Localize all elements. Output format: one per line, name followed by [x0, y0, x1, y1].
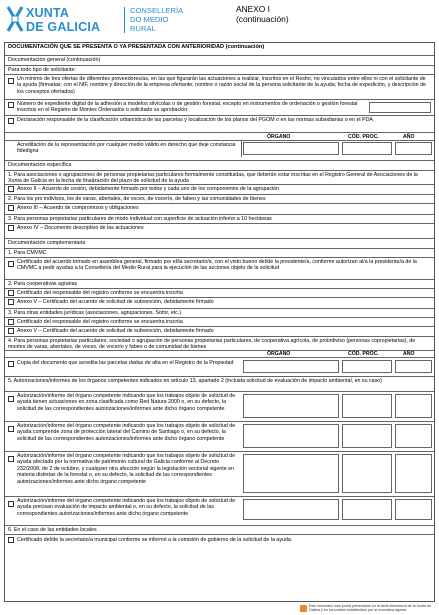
- annex-title: ANEXO I: [236, 4, 270, 14]
- checkbox-c6a[interactable]: [8, 537, 14, 543]
- s1-text: 1. Para asociaciones o agrupaciones de personas propietarias particulares formalmente constituidas, que deberán estar inscritas en el Registro General de Asociaciones de la Xunta de Galicia en la fecha de finalización del plazo de solicitud de la ayuda: [8, 172, 418, 185]
- xunta-logo-icon: [6, 5, 24, 33]
- col-ano: AÑO: [403, 134, 415, 140]
- c4-text: 4. Para personas propietarias particulares, sociedad o agrupación de personas propietarias particulares, de cooperativa agrícola, de proindiviso (personas copropietarias), de montes de varas, abertales, de voces, de vocerío y fabeo o de comunidad de bienes: [8, 338, 416, 351]
- checkbox-c5b[interactable]: [8, 426, 14, 432]
- doc-row-c5c: [5, 451, 434, 495]
- c3-text: 3. Para otras entidades jurídicas (asociaciones, agrupaciones, Sofor, etc.): [8, 310, 182, 316]
- g4-text: Acreditación de la representación por cualquier medio válido en derecho que deje constancia fidedigna: [17, 142, 236, 155]
- g4-cod-field[interactable]: [342, 142, 392, 155]
- col-cod-proc: CÓD. PROC.: [348, 134, 379, 140]
- c5d-text: Autorización/informe del órgano competente indicando que los trabajos objeto de solicitud de ayuda precisan evaluación de impacto ambiental o, en su defecto, la solicitud de las correspondientes autorizaciones/informes ante dicho órgano competente: [17, 498, 236, 517]
- c5c-cod-field[interactable]: [342, 454, 392, 493]
- checkbox-c2a[interactable]: [8, 290, 14, 296]
- c4-col-organo: ÓRGANO: [267, 351, 291, 357]
- doc-row-s3a: [5, 223, 434, 232]
- brand-line-2: DE GALICIA: [26, 20, 101, 34]
- g1-text: Un mínimo de tres ofertas de diferentes proveedores/as, en las que figurarán las actuaciones a realizar, inscritos en el Resfor, no vinculados entre ellos ni con el solicitante de la ayuda (firmadas; con el NIF, nombre y dirección de la empresa ofertante; nombre o razón social de la persona solicitante de la ayuda; fecha de expedición, y descripción de los conceptos ofertados): [17, 76, 426, 95]
- c5d-cod-field[interactable]: [342, 499, 392, 520]
- doc-row-c6: [5, 525, 434, 534]
- checkbox-c5d[interactable]: [8, 501, 14, 507]
- g3-text: Declaración responsable de la clasificación urbanística de las parcelas y localización de los planos del PGOM o en las normas subsidiarias o en el PDA: [17, 117, 373, 123]
- checkbox-s1a[interactable]: [8, 186, 14, 192]
- complementary-section-title: Documentación complementaria: [5, 238, 434, 246]
- c2b-text: Anexo V – Certificado del acuerdo de solicitud de subvención, debidamente firmado: [17, 299, 214, 305]
- doc-row-g2: [5, 99, 434, 114]
- doc-row-c3b: [5, 326, 434, 335]
- checkbox-c3b[interactable]: [8, 328, 14, 334]
- brand-line-1: XUNTA: [26, 6, 70, 20]
- all-types-title: Para todo tipo de solicitante:: [5, 65, 434, 73]
- sede-electronica-icon: [300, 605, 307, 612]
- c6-text: 6. En el caso de las entidades locales: [8, 527, 97, 533]
- footer-text: Este formulario sólo podrá presentarse en la sede electrónica de la Xunta de Galicia y en los medios establecidos por la normativa vigente.: [309, 604, 432, 613]
- c5b-cod-field[interactable]: [342, 424, 392, 448]
- dept-line-1: CONSELLERÍA: [130, 6, 184, 15]
- c5a-text: Autorización/informe del órgano competente indicando que los trabajos objeto de solicitud de ayuda tienen actuaciones en zona clasificada como Red Natura 2000 o, en su defecto, la solicitud de las correspondientes autorizaciones/informes ante dicho órgano competente.: [17, 393, 236, 412]
- general-section-title: Documentación general (continuación): [5, 55, 434, 63]
- c2a-text: Certificado del responsable del registro conforme se encuentra inscrita: [17, 290, 183, 296]
- doc-row-g1: [5, 74, 434, 98]
- document-header: [4, 2, 435, 42]
- checkbox-g3[interactable]: [8, 118, 14, 124]
- c3a-text: Certificado del responsable del registro conforme se encuentra inscrita: [17, 319, 183, 325]
- checkbox-c1a[interactable]: [8, 261, 14, 267]
- c2-text: 2. Para cooperativas agrarias: [8, 281, 78, 287]
- annex-heading: [236, 4, 356, 28]
- c4-col-cod-proc: CÓD. PROC.: [348, 351, 379, 357]
- doc-row-g3: [5, 115, 434, 130]
- c5b-organo-field[interactable]: [243, 424, 339, 448]
- c1a-text: Certificado del acuerdo tomado en asamblea general, firmado por el/la secretario/a, con el visto bueno del/de la presidente/a, conforme autorizan al/a la presidente/a de la CMVMC a pedir ayudas a la Consellería del Medio Rural para la ejecución de las acciones objeto de la solicitud: [17, 259, 417, 272]
- c4-columns-row: [5, 350, 434, 357]
- s3a-text: Anexo IV – Documento descriptivo de las actuaciones: [17, 225, 144, 231]
- doc-row-c4a: [5, 357, 434, 374]
- form-title: DOCUMENTACIÓN QUE SE PRESENTA O YA PRESENTADA CON ANTERIORIDAD (continuación): [8, 44, 265, 50]
- s3-text: 3. Para personas propietarias particulares de modo individual con superficie de actuación inferior a 10 hectáreas: [8, 216, 272, 222]
- c5a-cod-field[interactable]: [342, 394, 392, 418]
- columns-header-row: [5, 132, 434, 140]
- doc-row-c5a: [5, 391, 434, 420]
- checkbox-c5c[interactable]: [8, 456, 14, 462]
- dept-line-3: RURAL: [130, 24, 156, 33]
- c4a-cod-field[interactable]: [342, 360, 392, 373]
- checkbox-g1[interactable]: [8, 78, 14, 84]
- dept-line-2: DO MEDIO: [130, 15, 169, 24]
- logo-divider: [124, 7, 125, 33]
- s2-text: 2. Para los pro indivisos, los de varas, abertales, de voces, de vocerío, de fabeo y las comunidades de bienes: [8, 196, 266, 202]
- doc-row-s1: [5, 170, 434, 184]
- doc-row-c4: [5, 336, 434, 350]
- checkbox-c2b[interactable]: [8, 299, 14, 305]
- s2a-text: Anexo III – Acuerdo de compromisos y obligaciones: [17, 205, 139, 211]
- g4-organo-field[interactable]: [243, 142, 339, 155]
- doc-row-c2a: [5, 288, 434, 297]
- c5a-ano-field[interactable]: [395, 394, 432, 418]
- c5b-text: Autorización/informe del órgano competente indicando que los trabajos objeto de solicitud de ayuda comprende zona de protección lateral del Camino de Santiago o, en su defecto, la solicitud de las correspondientes autorizaciones/informes ante dicho órgano competente: [17, 423, 236, 442]
- checkbox-s3a[interactable]: [8, 225, 14, 231]
- brand-logo-text: [26, 6, 122, 36]
- checkbox-c3a[interactable]: [8, 319, 14, 325]
- divider: [241, 141, 242, 157]
- checkbox-c4a[interactable]: [8, 361, 14, 367]
- doc-row-c2: [5, 279, 434, 288]
- doc-row-g4: [5, 140, 434, 156]
- doc-row-c5: [5, 376, 434, 390]
- c5c-organo-field[interactable]: [243, 454, 339, 493]
- c4a-text: Copia del documento que acredita las parcelas dadas de alta en el Registro de la Propiedad: [17, 360, 234, 366]
- doc-row-c3: [5, 308, 434, 317]
- annex-subtitle: (continuación): [236, 14, 289, 24]
- g2-text: Número de expediente digital de la adhesión a modelos silvícolas o de gestión forestal, excepto en instrumentos de ordenación o gestión forestal inscritos en el Registro de Montes Ordenados o solicitado su aprobación:: [17, 101, 358, 114]
- c5c-text: Autorización/informe del órgano competente indicando que los trabajos objeto de solicitud de ayuda afectada por la normativa de patrimonio cultural de Galicia conforme al Decreto 232/2008, de 2 de octubre, y cualquier otra afección según la legislación sectorial vigente en materia distintas de la forestal o, en su defecto, la solicitud de las correspondientes autorizaciones/informes ante dicho órgano competente: [17, 453, 236, 485]
- s1a-text: Anexo II – Acuerdo de cesión, debidamente firmado por todos y cada uno de los componentes de la agrupación: [17, 186, 280, 192]
- c1-text: 1. Para CMVMC: [8, 250, 47, 256]
- doc-row-c1a: [5, 257, 434, 278]
- c5b-ano-field[interactable]: [395, 424, 432, 448]
- c4-col-ano: AÑO: [403, 351, 415, 357]
- c5a-organo-field[interactable]: [243, 394, 339, 418]
- doc-row-c5d: [5, 496, 434, 522]
- doc-row-c6a: [5, 534, 434, 544]
- g2-expediente-field[interactable]: [369, 102, 431, 113]
- doc-row-s2: [5, 194, 434, 203]
- c5d-organo-field[interactable]: [243, 499, 339, 520]
- footer-note: [300, 604, 436, 614]
- g4-ano-field[interactable]: [395, 142, 432, 155]
- c5c-ano-field[interactable]: [395, 454, 432, 493]
- c5-text: 5. Autorizaciones/informes de los órganos competentes indicados en artículo 13, apartado 2 (incluida solicitud de evaluación de impacto ambiental, en su caso): [8, 378, 382, 384]
- checkbox-s2a[interactable]: [8, 205, 14, 211]
- c4a-ano-field[interactable]: [395, 360, 432, 373]
- doc-row-s2a: [5, 203, 434, 212]
- documentation-form: [4, 42, 435, 602]
- doc-row-c3a: [5, 317, 434, 326]
- col-organo: ÓRGANO: [267, 134, 291, 140]
- doc-row-c2b: [5, 297, 434, 306]
- c6a-text: Certificado del/de la secretario/a municipal conforme se informó a la comisión de gobierno de la solicitud de la ayuda.: [17, 537, 293, 543]
- doc-row-s1a: [5, 184, 434, 193]
- doc-row-s3: [5, 214, 434, 223]
- checkbox-g2[interactable]: [8, 102, 14, 108]
- checkbox-c5a[interactable]: [8, 396, 14, 402]
- c3b-text: Anexo V – Certificado del acuerdo de solicitud de subvención, debidamente firmado: [17, 328, 214, 334]
- specific-section-title: Documentación específica: [5, 160, 434, 168]
- doc-row-c1: [5, 248, 434, 257]
- c4a-organo-field[interactable]: [243, 360, 339, 373]
- doc-row-c5b: [5, 421, 434, 450]
- c5d-ano-field[interactable]: [395, 499, 432, 520]
- department-name: [130, 6, 204, 38]
